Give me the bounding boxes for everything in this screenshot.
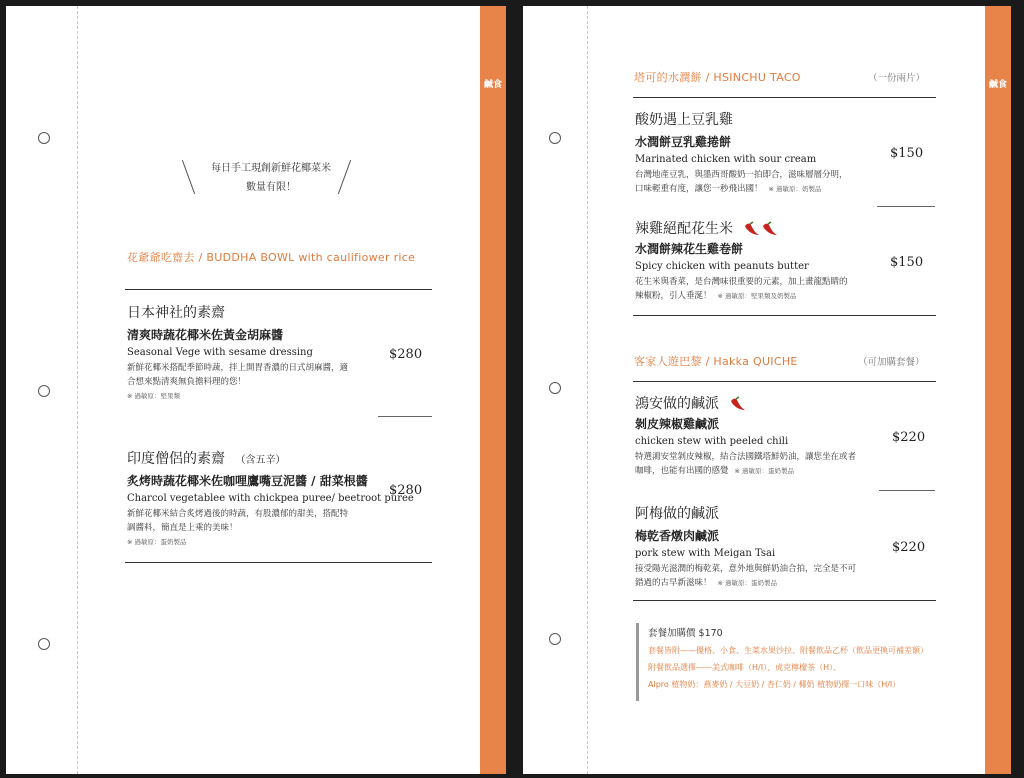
menu-item (635, 109, 848, 196)
section-title: 塔可的水潤餅 / HSINCHU TACO (634, 71, 801, 84)
item-title: 辣雞絕配花生米 (635, 221, 733, 237)
binder-hole (549, 382, 561, 394)
section-title: 客家人遊巴黎 / Hakka QUICHE (634, 355, 798, 368)
description-line: 新鮮花椰米搭配季節時蔬，拌上開胃香濃的日式胡麻醬，適 (127, 363, 349, 373)
chili-pepper-icon (741, 221, 781, 237)
item-subtitle: 剝皮辣椒雞鹹派 (635, 417, 720, 431)
section-title: 花爺爺吃齋去 / BUDDHA BOWL with caulifiower rice (127, 251, 416, 264)
addon-heading: 套餐加購價 $170 (648, 628, 723, 639)
description-line: 花生米與香菜，是台灣味很重要的元素，加上畫龍點睛的 (635, 277, 848, 287)
menu-item (635, 218, 848, 303)
section-divider (125, 289, 432, 290)
description-text: 錯過的古早新滋味！ (635, 578, 712, 588)
item-description (635, 168, 848, 196)
description-line (635, 576, 856, 590)
section-note: （一份兩片） (868, 73, 926, 84)
perforation-line (587, 6, 588, 774)
category-tag: 鹹食 (988, 80, 1007, 90)
item-description (635, 562, 856, 590)
section-bottom-divider (633, 600, 936, 601)
item-english-name: Spicy chicken with peanuts butter (635, 261, 809, 272)
binder-hole (38, 132, 50, 144)
item-description (635, 275, 848, 303)
section-divider (633, 97, 936, 98)
item-price: $150 (890, 146, 924, 161)
item-subtitle: 水潤餅豆乳雞捲餅 (635, 135, 732, 149)
item-title: 印度僧侶的素齋 (127, 451, 225, 467)
addon-block (648, 625, 928, 690)
item-price: $220 (892, 540, 926, 555)
item-english-name: pork stew with Meigan Tsai (635, 548, 776, 559)
menu-page-left (6, 6, 506, 774)
item-title: 日本神社的素齋 (127, 305, 225, 321)
item-title: 酸奶遇上豆乳雞 (635, 112, 733, 128)
description-text: 咖啡，也能有出國的感覺 (635, 466, 729, 476)
item-description (635, 450, 856, 478)
item-subtitle: 清爽時蔬花椰米佐黃金胡麻醬 (127, 328, 284, 342)
item-price: $280 (389, 483, 423, 498)
menu-item (127, 448, 414, 546)
tagline-line: 數量有限！ (246, 182, 296, 193)
category-strip (480, 6, 506, 774)
item-title-row (635, 393, 856, 413)
description-line (635, 289, 848, 303)
item-subtitle: 梅乾香燉肉鹹派 (635, 529, 720, 543)
item-english-name: Charcol vegetablee with chickpea puree/ beetroot puree (127, 493, 414, 504)
perforation-line (77, 6, 78, 774)
addon-accent-bar (636, 623, 639, 701)
tagline-line: 每日手工現創新鮮花椰菜米 (211, 163, 331, 174)
item-description (127, 361, 348, 389)
menu-page-right (523, 6, 1011, 774)
price-divider (879, 490, 935, 491)
item-subtitle: 炙烤時蔬花椰米佐咖哩鷹嘴豆泥醬 / 甜菜根醬 (127, 474, 368, 488)
binder-hole (38, 638, 50, 650)
item-title-row (635, 218, 848, 238)
section-bottom-divider (125, 562, 432, 563)
description-line (635, 182, 848, 196)
item-title: 鴻安做的鹹派 (635, 396, 719, 412)
allergen-note: ※ 過敏原：奶製品 (768, 185, 822, 193)
description-line: 調醬料，簡直是上乘的美味！ (127, 523, 238, 533)
addon-line: Alpro 植物奶：燕麥奶 / 大豆奶 / 杏仁奶 / 椰奶 植物奶擇一口味（H/I） (648, 680, 901, 689)
section-note: （可加購套餐） (858, 357, 925, 368)
binder-hole (38, 385, 50, 397)
item-title-row (127, 448, 414, 468)
description-line: 新鮮花椰米結合炙烤過後的時蔬，有股濃郁的甜美，搭配特 (127, 509, 349, 519)
allergen-note: ※ 過敏原：堅果類及奶製品 (717, 292, 797, 300)
addon-line: 附餐飲品選擇——美式咖啡（H/I）、虎克檸檬茶（H）、 (648, 663, 842, 672)
menu-item (635, 393, 856, 478)
binder-hole (549, 132, 561, 144)
item-subtitle: 水潤餅辣花生雞卷餅 (635, 242, 744, 256)
section-bottom-divider (633, 315, 936, 316)
description-text: 口味輕重有度，讓您一秒飛出國！ (635, 184, 763, 194)
category-tag: 鹹食 (483, 80, 502, 90)
description-line: 接受陽光滋潤的梅乾菜，意外地與鮮奶油合拍，完全是不可 (635, 564, 857, 574)
menu-item (127, 302, 348, 400)
item-price: $220 (892, 430, 926, 445)
menu-item (635, 503, 856, 590)
chili-pepper-icon (727, 396, 749, 412)
tagline (186, 159, 356, 197)
description-line: 特選鴻安堂剝皮辣椒，結合法國鐵塔鮮奶油，讓您坐在或者 (635, 452, 857, 462)
category-strip (985, 6, 1011, 774)
item-description (127, 507, 414, 535)
description-line: 合想來點清爽無負擔料理的您！ (127, 377, 247, 387)
item-english-name: chicken stew with peeled chili (635, 436, 789, 447)
allergen-note: ※ 過敏原：堅果類 (127, 392, 181, 400)
item-price: $280 (389, 347, 423, 362)
addon-line: 套餐皆附——優格、小食、生菜水果沙拉、附餐飲品乙杯（飲品更換可補差額） (648, 646, 928, 655)
description-line (635, 464, 856, 478)
item-price: $150 (890, 255, 924, 270)
allergen-note: ※ 過敏原：蛋奶製品 (734, 467, 795, 475)
allergen-note: ※ 過敏原：蛋奶製品 (717, 579, 778, 587)
item-english-name: Seasonal Vege with sesame dressing (127, 347, 313, 358)
allergen-note: ※ 過敏原：蛋奶製品 (127, 538, 187, 546)
price-divider (877, 206, 935, 207)
item-title-note: （含五辛） (235, 455, 286, 466)
item-english-name: Marinated chicken with sour cream (635, 154, 817, 165)
description-line: 台灣地產豆乳，與墨西哥酸奶一拍即合，滋味層層分明， (635, 170, 848, 180)
price-divider (378, 416, 432, 417)
item-title: 阿梅做的鹹派 (635, 506, 719, 522)
description-text: 辣椒粉，引人垂涎！ (635, 291, 712, 301)
section-divider (633, 381, 936, 382)
binder-hole (549, 633, 561, 645)
